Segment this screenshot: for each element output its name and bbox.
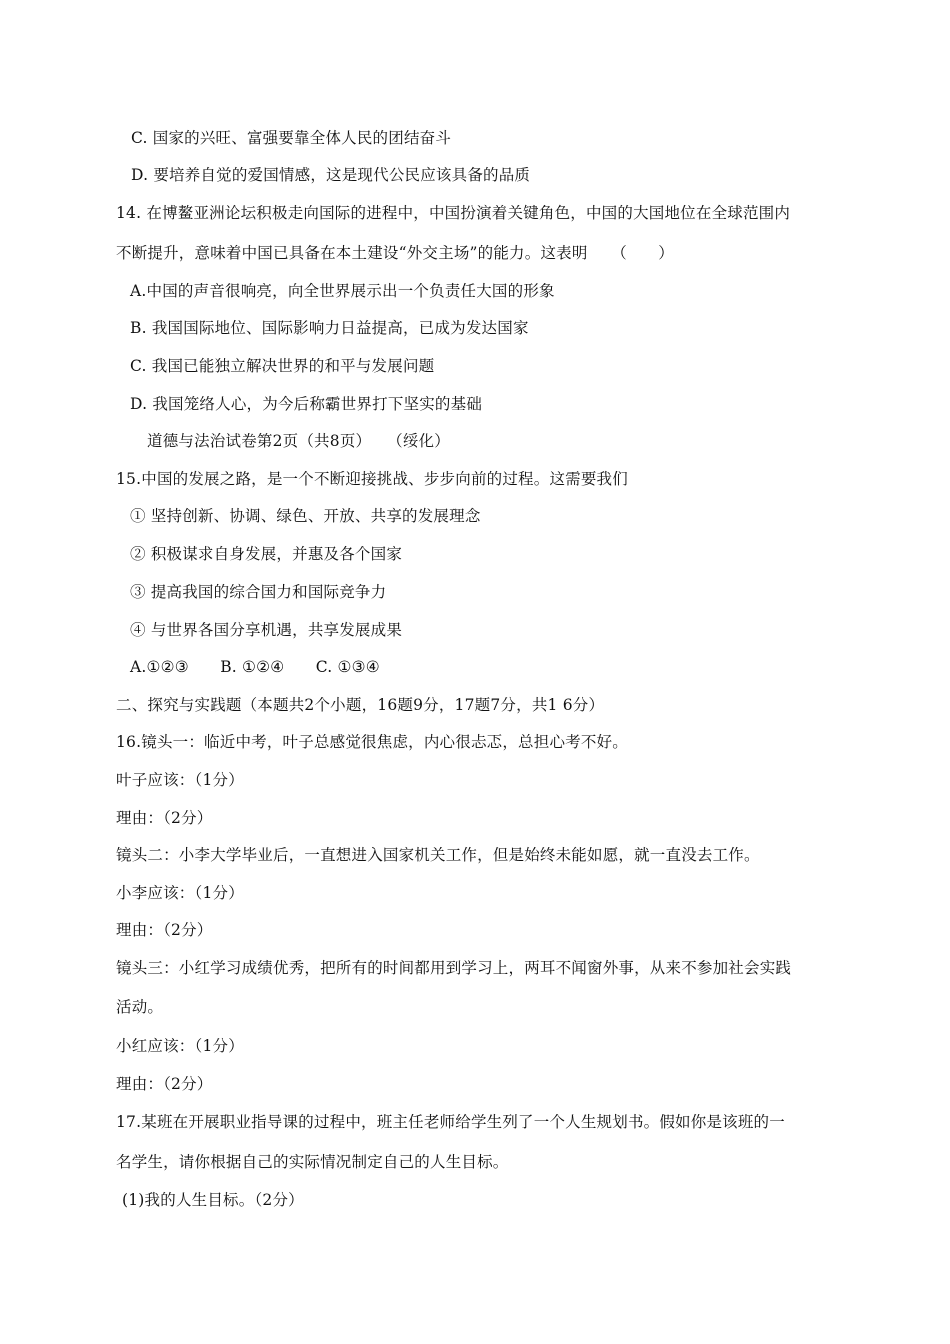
- q14-stem-line1: 14. 在博鳌亚洲论坛积极走向国际的进程中，中国扮演着关键角色，中国的大国地位在全球范围内: [116, 204, 791, 222]
- q16-scene3-line1: 镜头三：小红学习成绩优秀，把所有的时间都用到学习上，两耳不闻窗外事，从来不参加社会实践: [116, 959, 792, 977]
- q16-scene1: 16.镜头一：临近中考，叶子总感觉很焦虑，内心很忐忑，总担心考不好。: [116, 733, 628, 751]
- q15-item-3: ③ 提高我国的综合国力和国际竞争力: [130, 583, 387, 601]
- q15-item-4: ④ 与世界各国分享机遇，共享发展成果: [130, 621, 403, 639]
- q16-scene1-reason: 理由：（2分）: [116, 809, 213, 827]
- q14-option-b: B. 我国国际地位、国际影响力日益提高，已成为发达国家: [130, 319, 529, 337]
- q16-scene2: 镜头二：小李大学毕业后，一直想进入国家机关工作，但是始终未能如愿，就一直没去工作。: [116, 846, 760, 864]
- q15-item-1: ① 坚持创新、协调、绿色、开放、共享的发展理念: [130, 507, 481, 525]
- q17-part1: (1)我的人生目标。（2分）: [122, 1191, 304, 1209]
- q14-option-a: A.中国的声音很响亮，向全世界展示出一个负责任大国的形象: [130, 282, 555, 300]
- q16-scene3-line2: 活动。: [116, 998, 164, 1016]
- q16-scene2-should: 小李应该：（1分）: [116, 884, 244, 902]
- section2-heading: 二、探究与实践题（本题共2个小题，16题9分，17题7分，共1 6分）: [116, 696, 605, 714]
- q17-stem-line2: 名学生，请你根据自己的实际情况制定自己的人生目标。: [116, 1153, 509, 1171]
- q14-option-d: D. 我国笼络人心，为今后称霸世界打下坚实的基础: [130, 395, 483, 413]
- q16-scene1-should: 叶子应该：（1分）: [116, 771, 244, 789]
- q17-stem-line1: 17.某班在开展职业指导课的过程中，班主任老师给学生列了一个人生规划书。假如你是该班的一: [116, 1113, 785, 1131]
- q16-scene3-reason: 理由：（2分）: [116, 1075, 213, 1093]
- q15-options: A.①②③ B. ①②④ C. ①③④: [130, 658, 380, 676]
- q15-stem: 15.中国的发展之路，是一个不断迎接挑战、步步向前的过程。这需要我们: [116, 470, 628, 488]
- q15-item-2: ② 积极谋求自身发展，并惠及各个国家: [130, 545, 403, 563]
- q13-option-c: C. 国家的兴旺、富强要靠全体人民的团结奋斗: [131, 129, 452, 147]
- q13-option-d: D. 要培养自觉的爱国情感，这是现代公民应该具备的品质: [131, 166, 531, 184]
- q14-option-c: C. 我国已能独立解决世界的和平与发展问题: [130, 357, 435, 375]
- q16-scene2-reason: 理由：（2分）: [116, 921, 213, 939]
- page-footer: 道德与法治试卷第2页（共8页） （绥化）: [147, 432, 450, 450]
- q14-stem-line2: 不断提升，意味着中国已具备在本土建设“外交主场”的能力。这表明 （ ）: [116, 244, 675, 262]
- q16-scene3-should: 小红应该：（1分）: [116, 1037, 244, 1055]
